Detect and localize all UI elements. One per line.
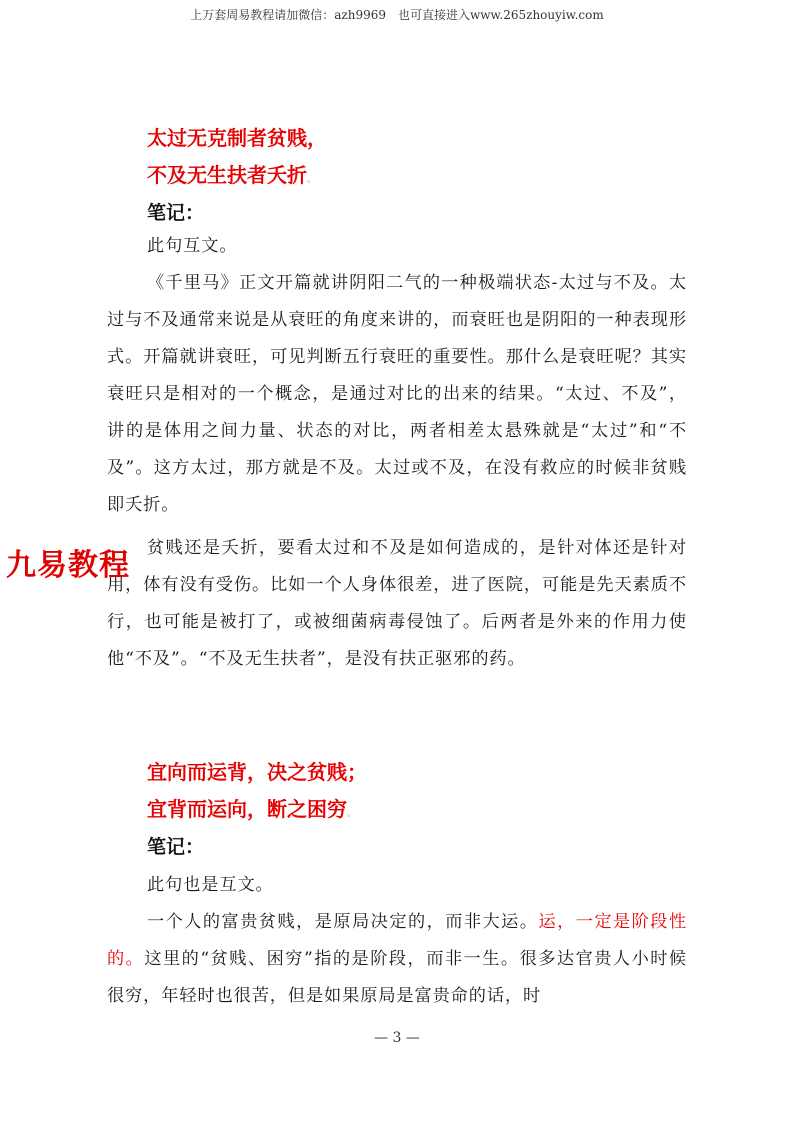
section2-highlight-text: 运，一定是阶段性的。 xyxy=(107,912,688,969)
section1-heading-line1: 太过无克制者贫贱， xyxy=(147,126,327,150)
section2-paragraph-1: 此句也是互文。 xyxy=(147,875,274,895)
paragraph-mark: 。 xyxy=(307,175,317,185)
paragraph-mark: 。 xyxy=(347,809,357,819)
section2-heading-line2-text: 宜背而运向，断之困穷 xyxy=(147,797,347,821)
section1-paragraph-3: 贫贱还是夭折，要看太过和不及是如何造成的，是针对体还是针对用，体有没有受伤。比如一个人身体很差，进了医院，可能是先天素质不行，也可能是被打了，或被细菌病毒侵蚀了。后两者是外来的作用力使他“不及”。“不及无生扶者”，是没有扶正驱邪的药。 xyxy=(107,538,687,669)
section2-paragraph-2-part-a: 一个人的富贵贫贱，是原局决定的，而非大运。 xyxy=(147,912,539,932)
page-header: 上万套周易教程请加微信：azh9969 也可直接进入www.265zhouyiw.com xyxy=(190,8,604,22)
section2-heading-line1: 宜向而运背，决之贫贱； xyxy=(147,760,367,784)
section2-paragraph-2 xyxy=(107,904,687,1015)
section2-paragraph-2-part-b: 这里的“贫贱、困穷”指的是阶段，而非一生。很多达官贵人小时候很穷，年轻时也很苦，但是如果原局是富贵命的话，时 xyxy=(107,949,687,1006)
section1-paragraph-1: 此句互文。 xyxy=(147,236,238,256)
section1-heading-line2 xyxy=(147,159,316,188)
section1-paragraph-2: 《千里马》正文开篇就讲阴阳二气的一种极端状态-太过与不及。太过与不及通常来说是从衰旺的角度来讲的，而衰旺也是阴阳的一种表现形式。开篇就讲衰旺，可见判断五行衰旺的重要性。那什么是衰旺呢？其实衰旺只是相对的一个概念，是通过对比的出来的结果。“太过、不及”，讲的是体用之间力量、状态的对比，两者相差太悬殊就是“太过”和“不及”。这方太过，那方就是不及。太过或不及，在没有救应的时候非贫贱即夭折。 xyxy=(107,273,687,515)
section2-heading-line2 xyxy=(147,793,356,822)
section2-note-label: 笔记： xyxy=(147,836,205,858)
watermark-logo-text: 九易教程 xyxy=(6,548,130,583)
section1-heading-line2-text: 不及无生扶者夭折 xyxy=(147,163,307,187)
section1-note-label: 笔记： xyxy=(147,202,205,224)
page-number: — 3 — xyxy=(374,1030,420,1046)
